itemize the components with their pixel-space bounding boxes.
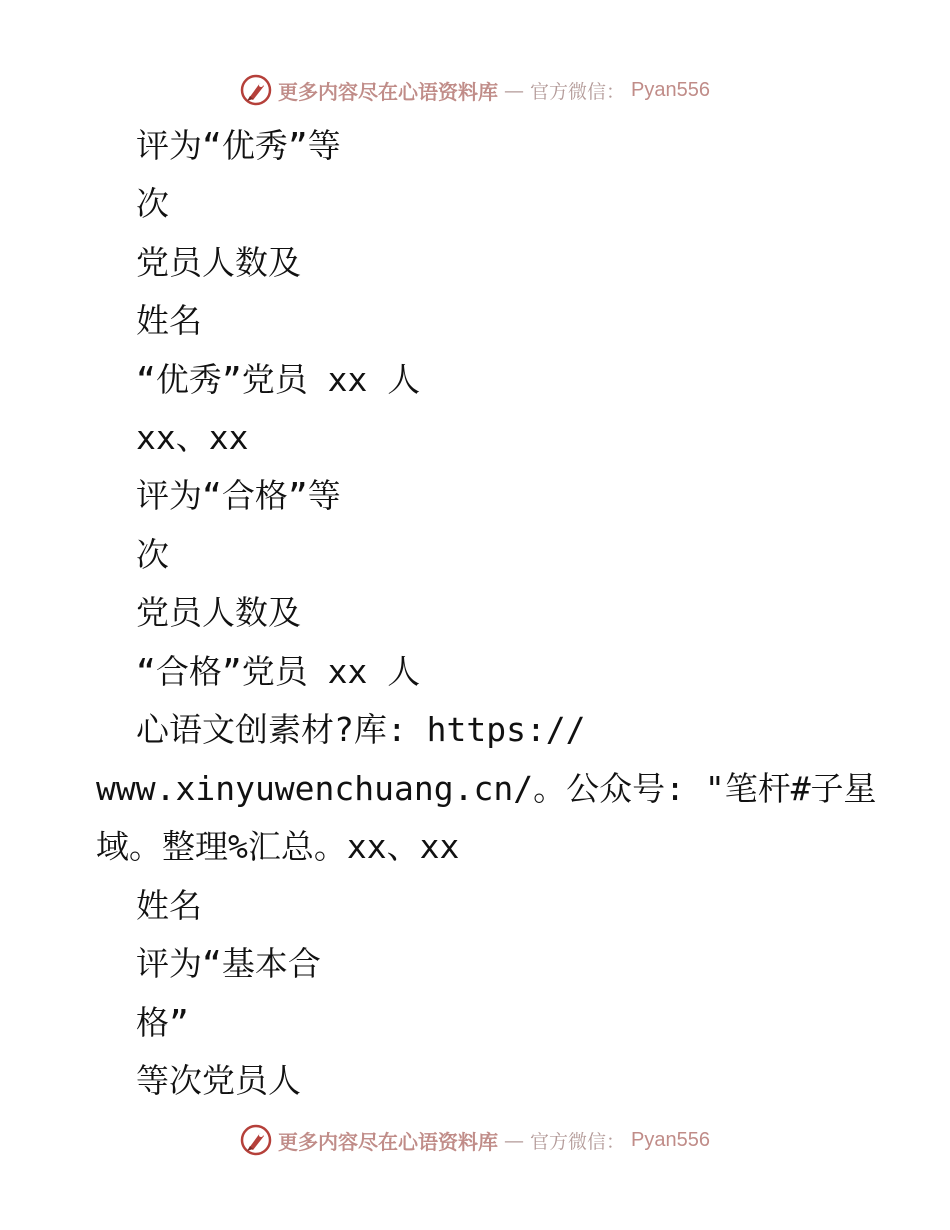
text-line: 党员人数及 [136, 593, 301, 632]
text-line: “合格”党员 xx 人 [136, 652, 421, 691]
footer-wechat-label: 官方微信： [530, 1130, 626, 1153]
text-line: 评为“基本合 [136, 944, 321, 983]
header-wechat-id: Pyan556 [631, 78, 710, 101]
text-line: “优秀”党员 xx 人 [136, 360, 421, 399]
footer-wechat-id: Pyan556 [631, 1128, 710, 1151]
text-line: 评为“合格”等 [136, 476, 341, 515]
text-line: 次 [136, 184, 169, 223]
text-line: 格” [136, 1003, 189, 1042]
text-line: www.xinyuwenchuang.cn/。公众号: "笔杆#子星 [96, 769, 877, 808]
text-line: 姓名 [136, 886, 202, 925]
text-line: 评为“优秀”等 [136, 126, 341, 165]
footer-separator: — [504, 1128, 524, 1152]
quill-pen-logo-icon [240, 1124, 272, 1156]
header-separator: — [504, 78, 524, 102]
text-line: 心语文创素材?库: https:// [136, 710, 586, 749]
text-line: 次 [136, 535, 169, 574]
text-line: 党员人数及 [136, 243, 301, 282]
footer-banner [0, 1120, 950, 1160]
quill-pen-logo-icon [240, 74, 272, 106]
header-brand-text: 更多内容尽在心语资料库 [278, 79, 498, 104]
header-banner [0, 70, 950, 110]
footer-brand-text: 更多内容尽在心语资料库 [278, 1129, 498, 1154]
text-line: 姓名 [136, 301, 202, 340]
header-wechat-label: 官方微信： [530, 80, 626, 103]
text-line: 等次党员人 [136, 1061, 301, 1100]
text-line: 域。整理%汇总。xx、xx [96, 827, 460, 866]
text-line: xx、xx [136, 418, 249, 457]
